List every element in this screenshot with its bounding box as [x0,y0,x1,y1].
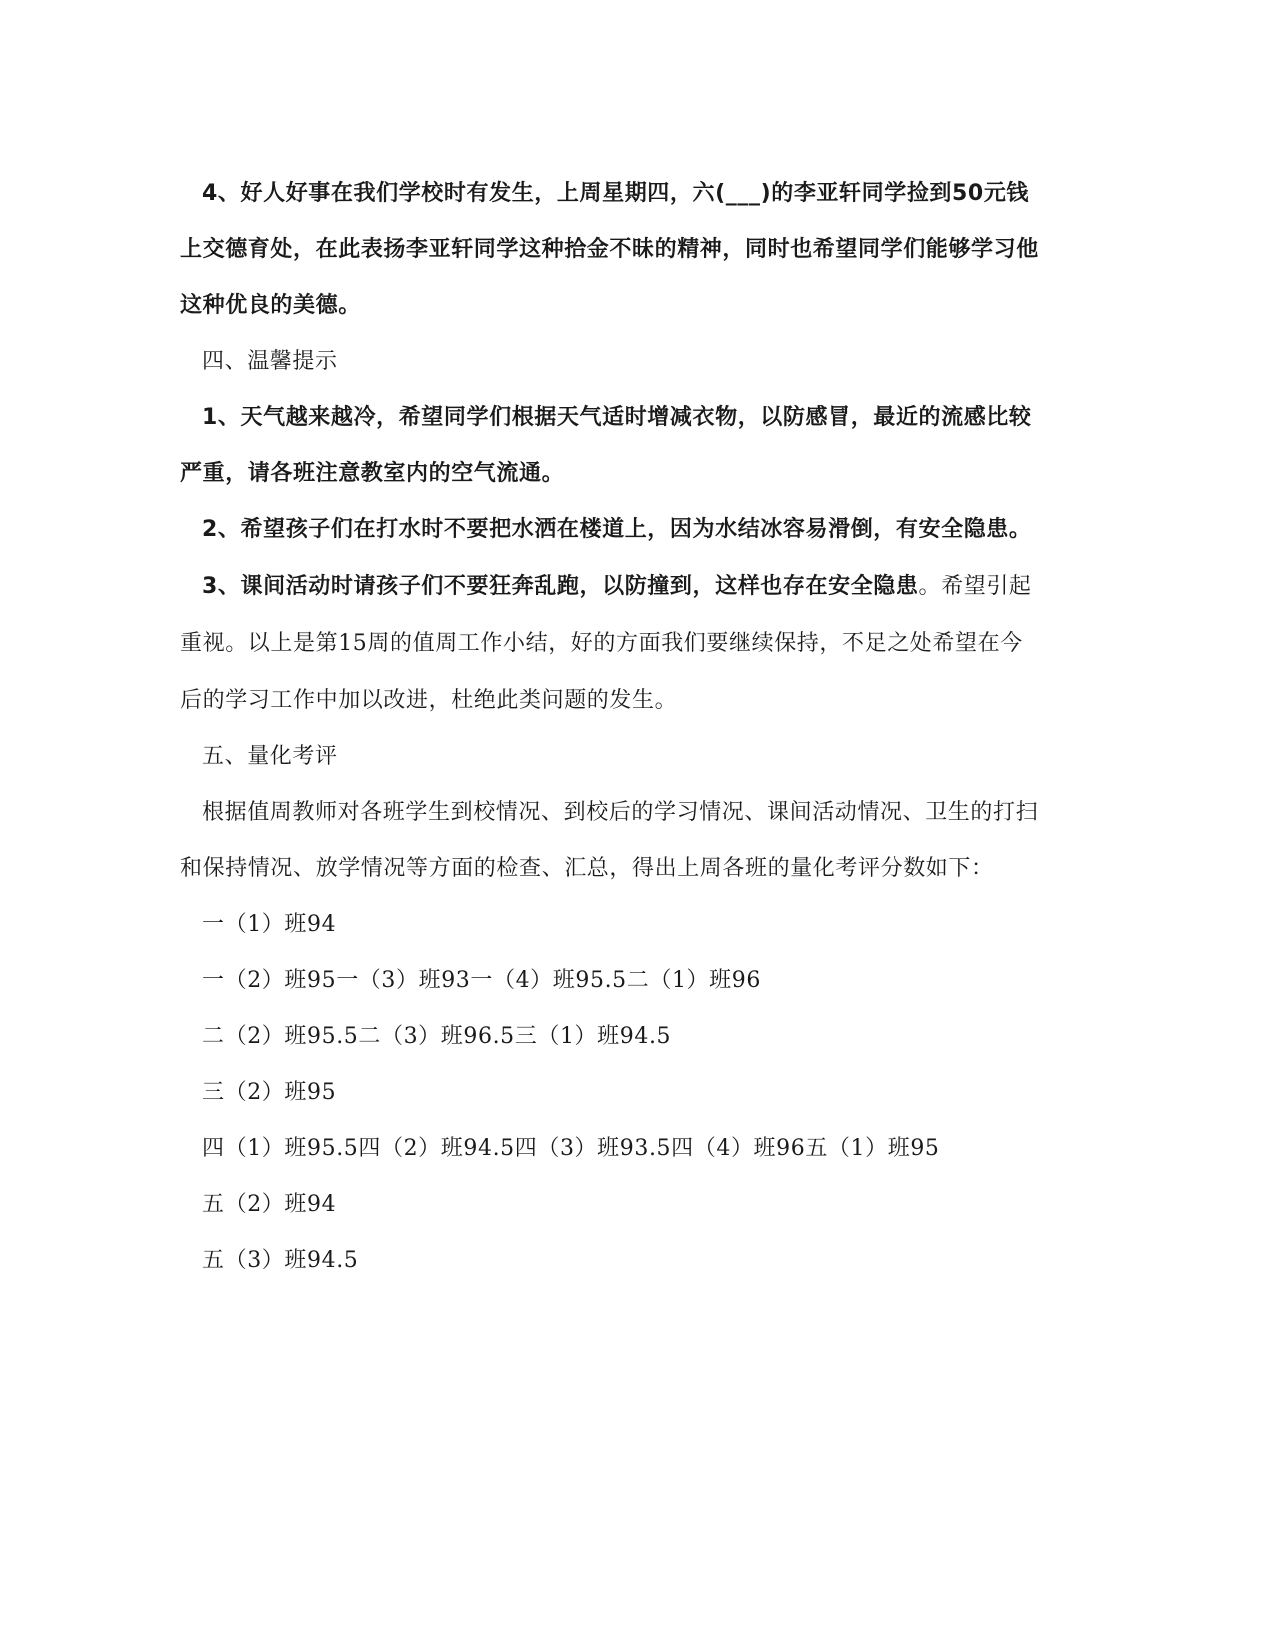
score-line: 一（2）班95一（3）班93一（4）班95.5二（1）班96 [202,968,761,993]
paragraph-good-deed: 4、好人好事在我们学校时有发生，上周星期四，六(___)的李亚轩同学捡到50元钱上交德育处，在此表扬李亚轩同学这种拾金不昧的精神，同时也希望同学们能够学习他这种优良的美德。 [180,181,1039,318]
score-line: 五（2）班94 [202,1192,337,1217]
tip-3-normal-text: 。希望引起重视。以上是第15周的值周工作小结，好的方面我们要继续保持，不足之处希望在今后的学习工作中加以改进，杜绝此类问题的发生。 [180,574,1032,713]
paragraph-evaluation-intro: 根据值周教师对各班学生到校情况、到校后的学习情况、课间活动情况、卫生的打扫和保持情况、放学情况等方面的检查、汇总，得出上周各班的量化考评分数如下： [180,800,1039,881]
score-line: 一（1）班94 [202,912,337,937]
section-heading-evaluation: 五、量化考评 [202,744,338,769]
document-body [180,166,1040,1289]
paragraph-tip-1: 1、天气越来越冷，希望同学们根据天气适时增减衣物，以防感冒，最近的流感比较严重，请各班注意教室内的空气流通。 [180,405,1032,486]
score-line: 四（1）班95.5四（2）班94.5四（3）班93.5四（4）班96五（1）班95 [202,1136,940,1161]
score-line: 三（2）班95 [202,1080,337,1105]
score-line: 二（2）班95.5二（3）班96.5三（1）班94.5 [202,1024,672,1049]
paragraph-tip-2: 2、希望孩子们在打水时不要把水洒在楼道上，因为水结冰容易滑倒，有安全隐患。 [202,517,1032,542]
paragraph-tip-3 [180,558,1040,729]
section-heading-tips: 四、温馨提示 [202,349,338,374]
tip-3-bold-text: 3、课间活动时请孩子们不要狂奔乱跑，以防撞到，这样也存在安全隐患 [202,574,919,599]
score-line: 五（3）班94.5 [202,1248,359,1273]
